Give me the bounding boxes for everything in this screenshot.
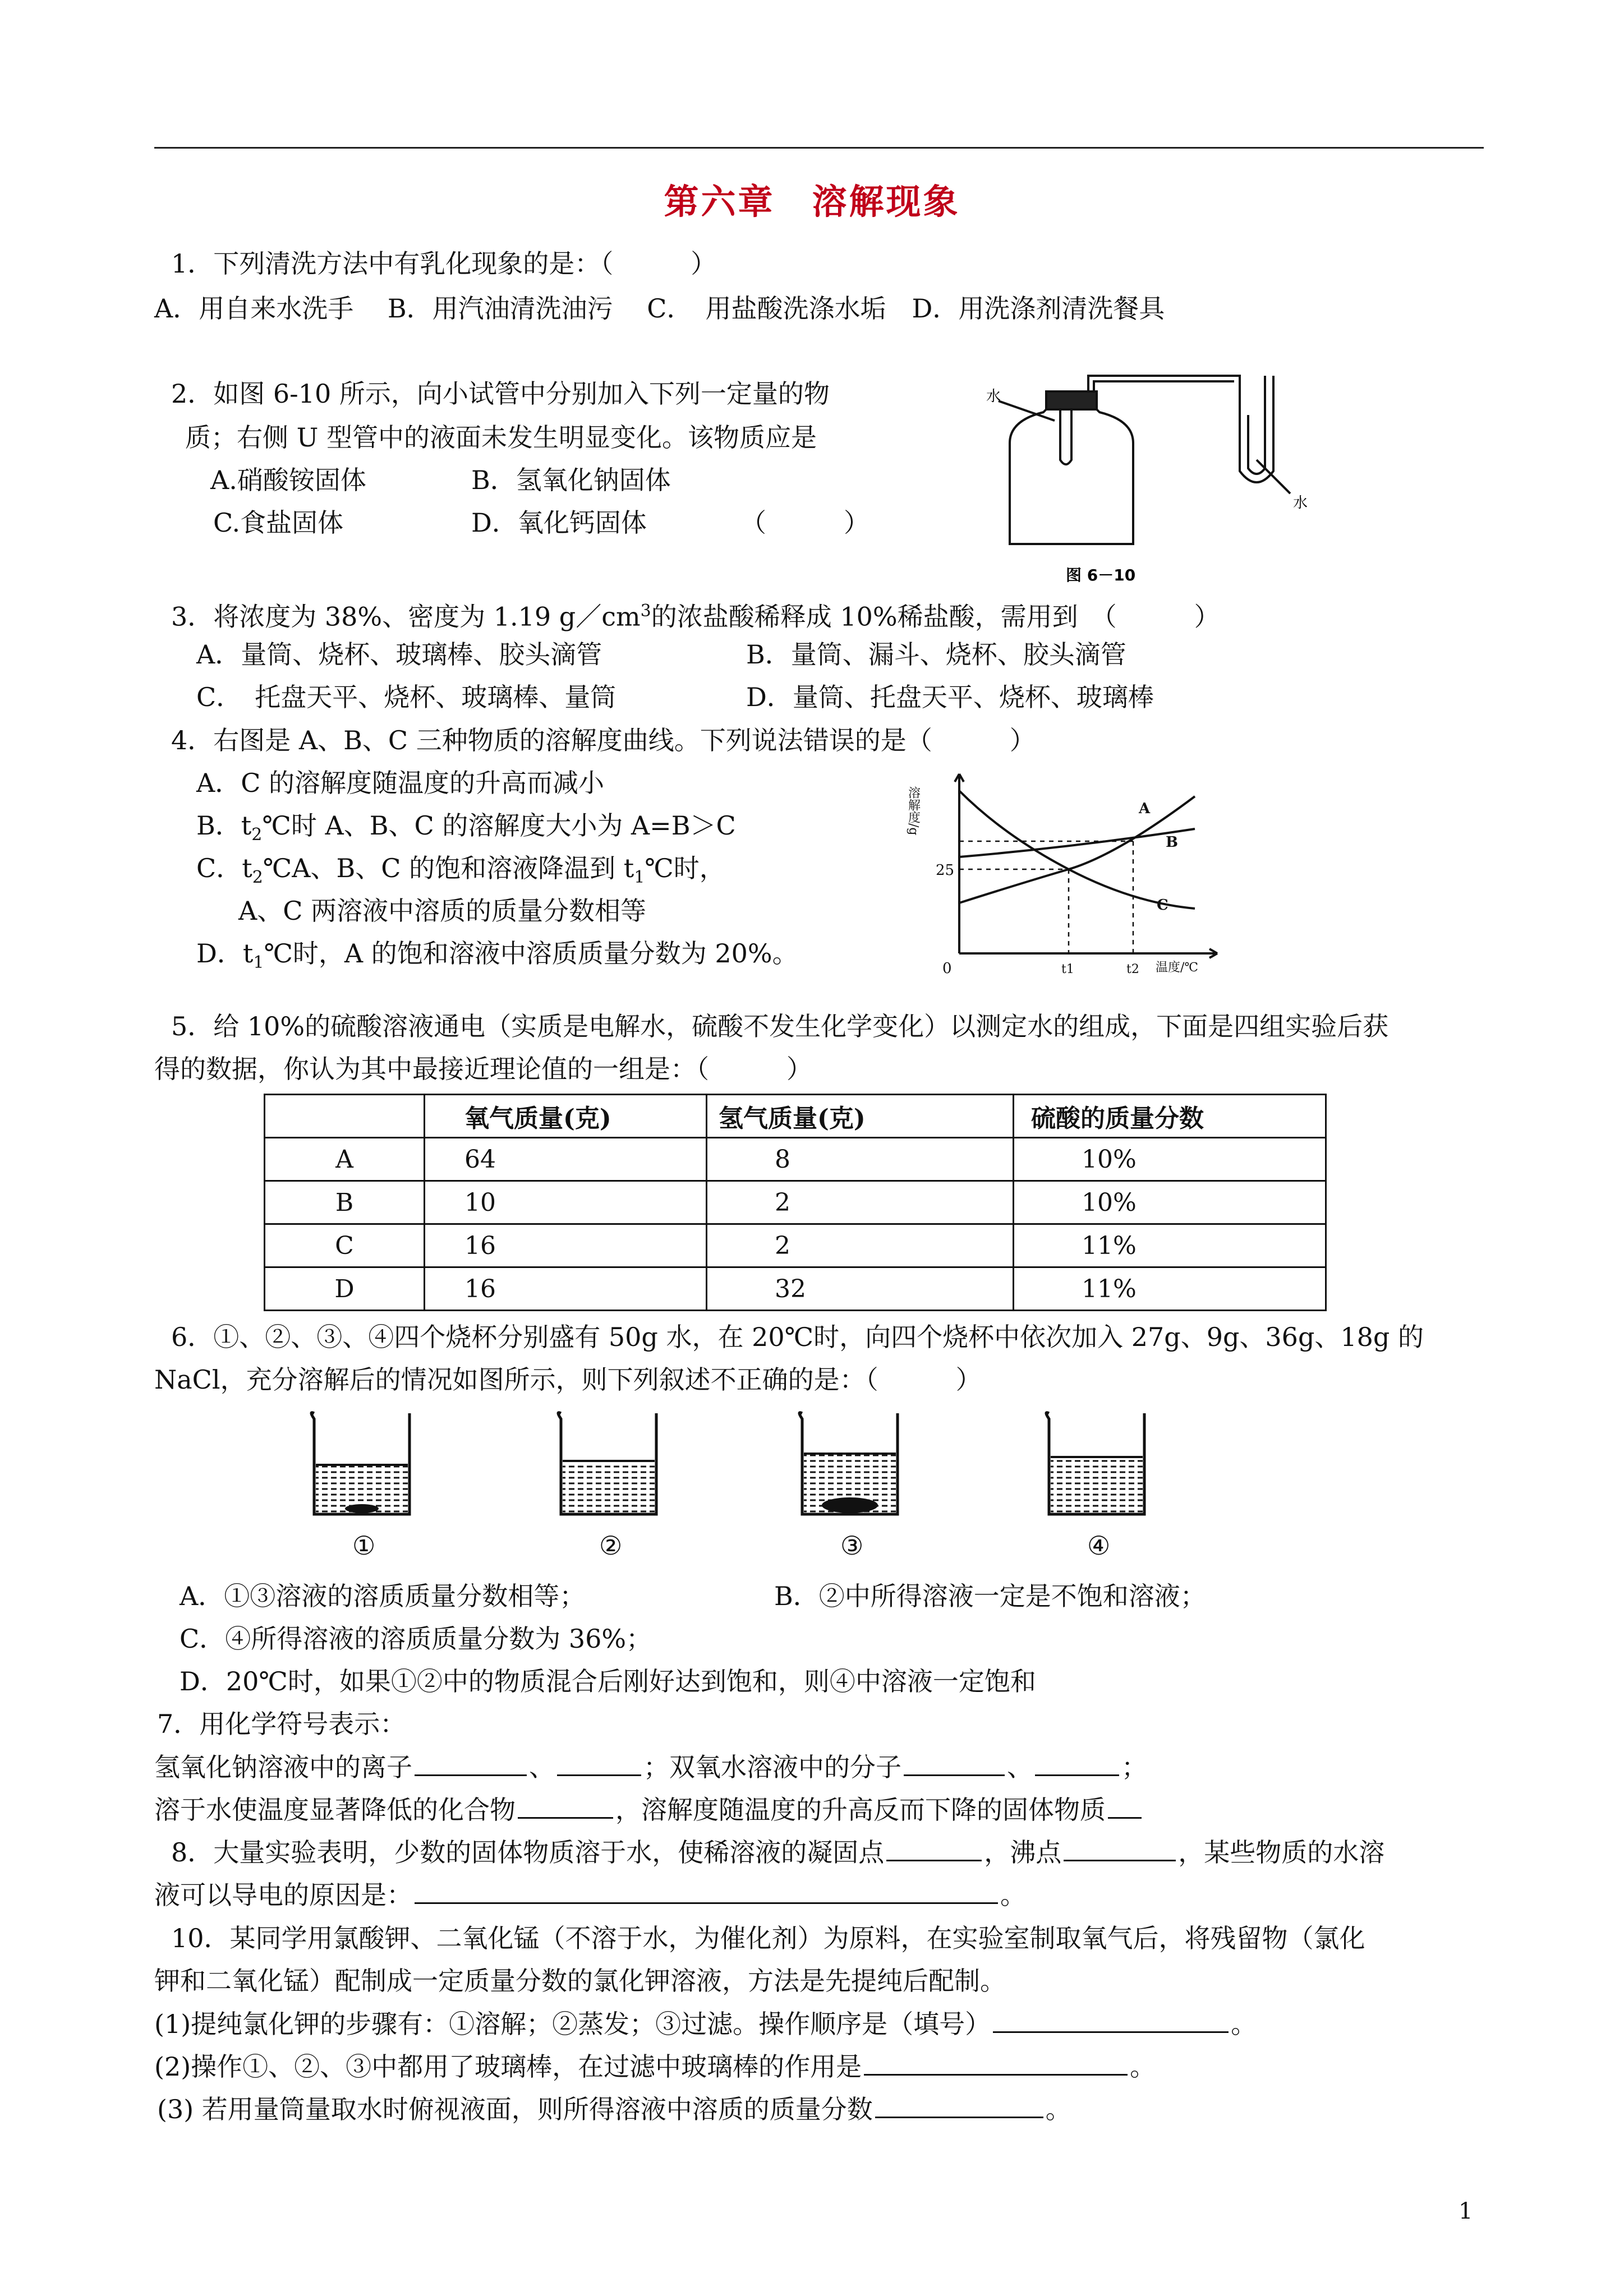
chart-series-label-a: A xyxy=(1139,800,1151,817)
beaker-label-3: ③ xyxy=(840,1530,864,1561)
table-cell: D xyxy=(265,1267,425,1311)
q7-blank-ion-2[interactable] xyxy=(557,1750,641,1776)
q8-line1: 8．大量实验表明，少数的固体物质溶于水，使稀溶液的凝固点 ，沸点 ，某些物质的水溶 xyxy=(171,1835,1384,1869)
table-cell: 64 xyxy=(425,1138,707,1181)
q8-blank-conductivity-reason[interactable] xyxy=(415,1878,998,1904)
q6-option-b: B．②中所得溶液一定是不饱和溶液； xyxy=(774,1581,1206,1611)
q7-stem: 7．用化学符号表示： xyxy=(157,1709,406,1739)
q7-line1: 氢氧化钠溶液中的离子 、 ；双氧水溶液中的分子 、 ； xyxy=(154,1750,1147,1784)
q7-line2: 溶于水使温度显著降低的化合物 ，溶解度随温度的升高反而下降的固体物质 xyxy=(154,1792,1144,1827)
q3-option-b: B．量筒、漏斗、烧杯、胶头滴管 xyxy=(746,639,1126,670)
q7-blank-molecule-1[interactable] xyxy=(904,1750,1005,1776)
curve-a xyxy=(959,796,1195,903)
q3-option-d: D．量筒、托盘天平、烧杯、玻璃棒 xyxy=(746,682,1154,712)
q6-stem-line2: NaCl，充分溶解后的情况如图所示，则下列叙述不正确的是：（ ） xyxy=(154,1364,982,1395)
table-cell: 10% xyxy=(1014,1181,1326,1224)
q5-data-table xyxy=(264,1094,1327,1311)
table-cell: 10 xyxy=(425,1181,707,1224)
q2-stem-line2: 质；右侧 U 型管中的液面未发生明显变化。该物质应是 xyxy=(185,422,817,453)
q2-option-c: C.食盐固体 xyxy=(213,508,344,538)
q7-blank-solid[interactable] xyxy=(1108,1792,1142,1819)
q4-option-c: C．$t_2℃A$、B、C 的饱和溶液降温到 $t_1℃$时， xyxy=(196,853,725,888)
beaker-1 xyxy=(311,1413,410,1514)
table-header-cell: 氧气质量(克) xyxy=(425,1095,707,1138)
q4-option-d: D．$t_1℃$时，A 的饱和溶液中溶质质量分数为 20%。 xyxy=(196,938,798,973)
q6-option-a: A．①③溶液的溶质质量分数相等； xyxy=(180,1581,586,1611)
table-cell: C xyxy=(265,1224,425,1267)
table-header-row xyxy=(265,1095,1326,1138)
q5-stem-line2: 得的数据，你认为其中最接近理论值的一组是：（ ） xyxy=(154,1054,812,1084)
q8-blank-boiling-point[interactable] xyxy=(1064,1835,1176,1861)
q8-blank-freezing-point[interactable] xyxy=(886,1835,982,1861)
q2-figure-caption: 图 6－10 xyxy=(1066,566,1136,584)
q2-stem-line1: 2．如图 6-10 所示，向小试管中分别加入下列一定量的物 xyxy=(171,379,830,409)
chart-y-tick-25: 25 xyxy=(936,862,955,879)
q2-figure-water-label-left: 水 xyxy=(986,388,1001,405)
header-rule xyxy=(154,147,1484,149)
q3-option-a: A．量筒、烧杯、玻璃棒、胶头滴管 xyxy=(196,639,602,670)
q1-options: A．用自来水洗手 B．用汽油清洗油污 C． 用盐酸洗涤水垢 D．用洗涤剂清洗餐具 xyxy=(154,293,1165,324)
q10-stem-line1: 10．某同学用氯酸钾、二氧化锰（不溶于水，为催化剂）为原料，在实验室制取氧气后，将残留物（氯化 xyxy=(171,1923,1365,1953)
q4-stem: 4．右图是 A、B、C 三种物质的溶解度曲线。下列说法错误的是（ ） xyxy=(171,725,1036,755)
beaker-label-2: ② xyxy=(599,1530,623,1561)
q3-stem: 3．将浓度为 38%、密度为 1.19 $g/cm^3$的浓盐酸稀释成 10%稀盐酸，需用到 （ ） xyxy=(171,601,1220,632)
table-cell: 16 xyxy=(425,1267,707,1311)
table-cell: 32 xyxy=(707,1267,1014,1311)
chart-xlabel: 温度/℃ xyxy=(1156,961,1199,975)
q10-blank-mass-fraction[interactable] xyxy=(875,2092,1043,2118)
q2-figure-water-label-right: 水 xyxy=(1293,495,1308,511)
table-cell: 8 xyxy=(707,1138,1014,1181)
beaker-3 xyxy=(799,1413,898,1514)
chart-x-tick-t2: t2 xyxy=(1126,962,1139,976)
table-header-cell: 硫酸的质量分数 xyxy=(1014,1095,1326,1138)
q10-subq-3: (3) 若用量筒量取水时俯视液面，则所得溶液中溶质的质量分数 。 xyxy=(157,2092,1071,2126)
q10-blank-order[interactable] xyxy=(993,2007,1229,2033)
chart-x-tick-t1: t1 xyxy=(1061,962,1074,976)
q6-stem-line1: 6．①、②、③、④四个烧杯分别盛有 50g 水，在 20℃时，向四个烧杯中依次加入 27g、9g、36g、18g 的 xyxy=(171,1322,1424,1352)
chart-origin-label: 0 xyxy=(942,960,952,977)
q2-answer-paren: （ ） xyxy=(740,508,869,538)
q10-subq-1: (1)提纯氯化钾的步骤有：①溶解；②蒸发；③过滤。操作顺序是（填号） 。 xyxy=(154,2007,1257,2041)
table-cell: 16 xyxy=(425,1224,707,1267)
chart-ylabel: 溶解度/g xyxy=(906,786,921,836)
q3-option-c: C． 托盘天平、烧杯、玻璃棒、量筒 xyxy=(196,682,617,712)
table-cell: 2 xyxy=(707,1181,1014,1224)
q6-option-d: D．20℃时，如果①②中的物质混合后刚好达到饱和，则④中溶液一定饱和 xyxy=(180,1666,1036,1696)
table-cell: 10% xyxy=(1014,1138,1326,1181)
table-cell: 2 xyxy=(707,1224,1014,1267)
beaker-4 xyxy=(1046,1413,1144,1514)
table-row xyxy=(265,1224,1326,1267)
q10-subq-2: (2)操作①、②、③中都用了玻璃棒，在过滤中玻璃棒的作用是 。 xyxy=(154,2049,1156,2083)
q8-line2: 液可以导电的原因是： 。 xyxy=(154,1878,1026,1912)
q4-option-c-line2: A、C 两溶液中溶质的质量分数相等 xyxy=(238,896,647,926)
table-row xyxy=(265,1181,1326,1224)
table-row xyxy=(265,1138,1326,1181)
table-cell: B xyxy=(265,1181,425,1224)
beaker-label-1: ① xyxy=(352,1530,376,1561)
beaker-label-4: ④ xyxy=(1087,1530,1111,1561)
chapter-title: 第六章 溶解现象 xyxy=(664,181,960,222)
table-cell: 11% xyxy=(1014,1267,1326,1311)
q5-stem-line1: 5．给 10%的硫酸溶液通电（实质是电解水，硫酸不发生化学变化）以测定水的组成，下面是四组实验后获 xyxy=(171,1011,1389,1041)
chart-series-label-b: B xyxy=(1166,834,1178,851)
q2-apparatus-figure xyxy=(976,359,1341,583)
q2-option-a: A.硝酸铵固体 xyxy=(210,465,366,495)
q6-beakers-figure xyxy=(303,1402,1200,1570)
chart-curves xyxy=(959,791,1195,909)
q10-blank-glass-rod-role[interactable] xyxy=(864,2049,1128,2076)
q6-option-c: C．④所得溶液的溶质质量分数为 36%； xyxy=(180,1624,652,1654)
table-header-cell: 氢气质量(克) xyxy=(707,1095,1014,1138)
page-number: 1 xyxy=(1459,2198,1473,2224)
beaker-2 xyxy=(558,1413,656,1514)
curve-b xyxy=(959,829,1195,857)
q7-blank-ion-1[interactable] xyxy=(415,1750,527,1776)
q10-stem-line2: 钾和二氧化锰）配制成一定质量分数的氯化钾溶液，方法是先提纯后配制。 xyxy=(154,1966,1006,1996)
q7-blank-compound[interactable] xyxy=(518,1792,613,1819)
q1-stem: 1．下列清洗方法中有乳化现象的是：（ ） xyxy=(171,248,717,279)
q2-option-b: B．氢氧化钠固体 xyxy=(471,465,671,495)
chart-series-label-c: C xyxy=(1157,897,1168,914)
q7-blank-molecule-2[interactable] xyxy=(1035,1750,1119,1776)
q2-option-d: D．氧化钙固体 xyxy=(471,508,647,538)
table-cell: 11% xyxy=(1014,1224,1326,1267)
table-row xyxy=(265,1267,1326,1311)
q4-option-b: B．$t_2℃$时 A、B、C 的溶解度大小为 A=B＞C xyxy=(196,810,736,845)
q4-option-a: A．C 的溶解度随温度的升高而减小 xyxy=(196,768,605,798)
table-cell: A xyxy=(265,1138,425,1181)
table-header-cell xyxy=(265,1095,425,1138)
q4-solubility-chart xyxy=(906,763,1234,977)
